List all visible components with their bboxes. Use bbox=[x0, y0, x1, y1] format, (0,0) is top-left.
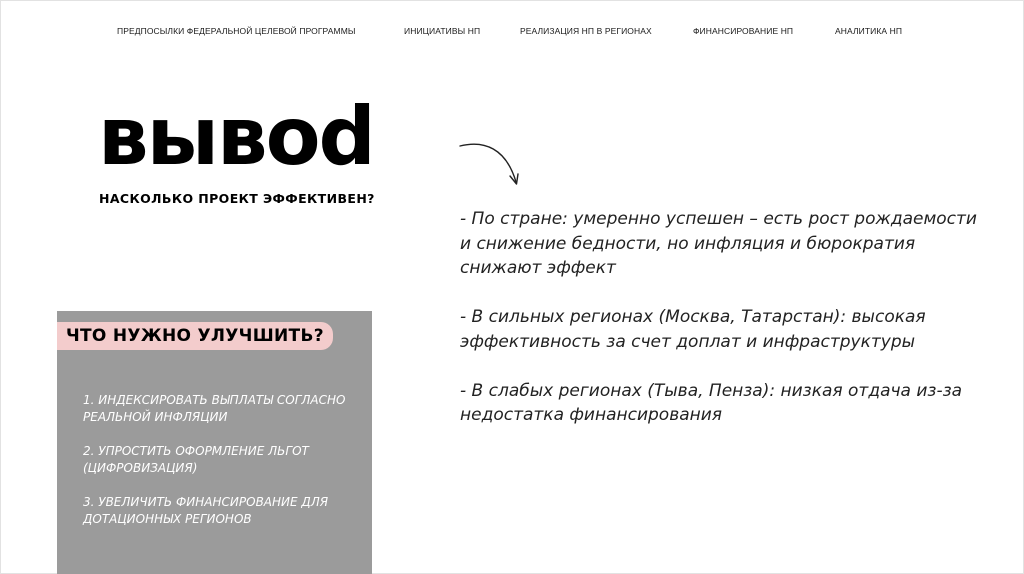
page-subtitle: НАСКОЛЬКО ПРОЕКТ ЭФФЕКТИВЕН? bbox=[99, 191, 375, 206]
nav-item-analytics[interactable]: АНАЛИТИКА НП bbox=[835, 26, 903, 36]
improvement-item: 1. ИНДЕКСИРОВАТЬ ВЫПЛАТЫ СОГЛАСНО РЕАЛЬНОЙ ИНФЛЯЦИИ bbox=[83, 393, 346, 424]
improvements-list bbox=[83, 392, 358, 545]
top-navigation bbox=[0, 26, 1024, 40]
finding-strong-regions: - В сильных регионах (Москва, Татарстан): высокая эффективность за счет доплат и инфраструктуры bbox=[460, 307, 926, 352]
finding-weak-regions: - В слабых регионах (Тыва, Пенза): низкая отдача из-за недостатка финансирования bbox=[460, 380, 963, 425]
page-title: вывоd bbox=[98, 90, 374, 183]
improvement-item: 3. УВЕЛИЧИТЬ ФИНАНСИРОВАНИЕ ДЛЯ ДОТАЦИОННЫХ РЕГИОНОВ bbox=[83, 495, 329, 526]
finding-country: - По стране: умеренно успешен – есть рост рождаемости и снижение бедности, но инфляция и бюрократия снижают эффект bbox=[460, 209, 977, 278]
curved-arrow-icon bbox=[452, 138, 532, 194]
nav-item-financing[interactable]: ФИНАНСИРОВАНИЕ НП bbox=[693, 26, 794, 36]
improvement-item: 2. УПРОСТИТЬ ОФОРМЛЕНИЕ ЛЬГОТ (ЦИФРОВИЗАЦИЯ) bbox=[83, 444, 309, 475]
nav-item-prerequisites[interactable]: ПРЕДПОСЫЛКИ ФЕДЕРАЛЬНОЙ ЦЕЛЕВОЙ ПРОГРАММЫ bbox=[117, 26, 356, 36]
nav-item-regional-implementation[interactable]: РЕАЛИЗАЦИЯ НП В РЕГИОНАХ bbox=[520, 26, 652, 36]
nav-item-initiatives[interactable]: ИНИЦИАТИВЫ НП bbox=[404, 26, 481, 36]
improvements-title: ЧТО НУЖНО УЛУЧШИТЬ? bbox=[57, 322, 333, 350]
findings-text bbox=[460, 207, 980, 452]
